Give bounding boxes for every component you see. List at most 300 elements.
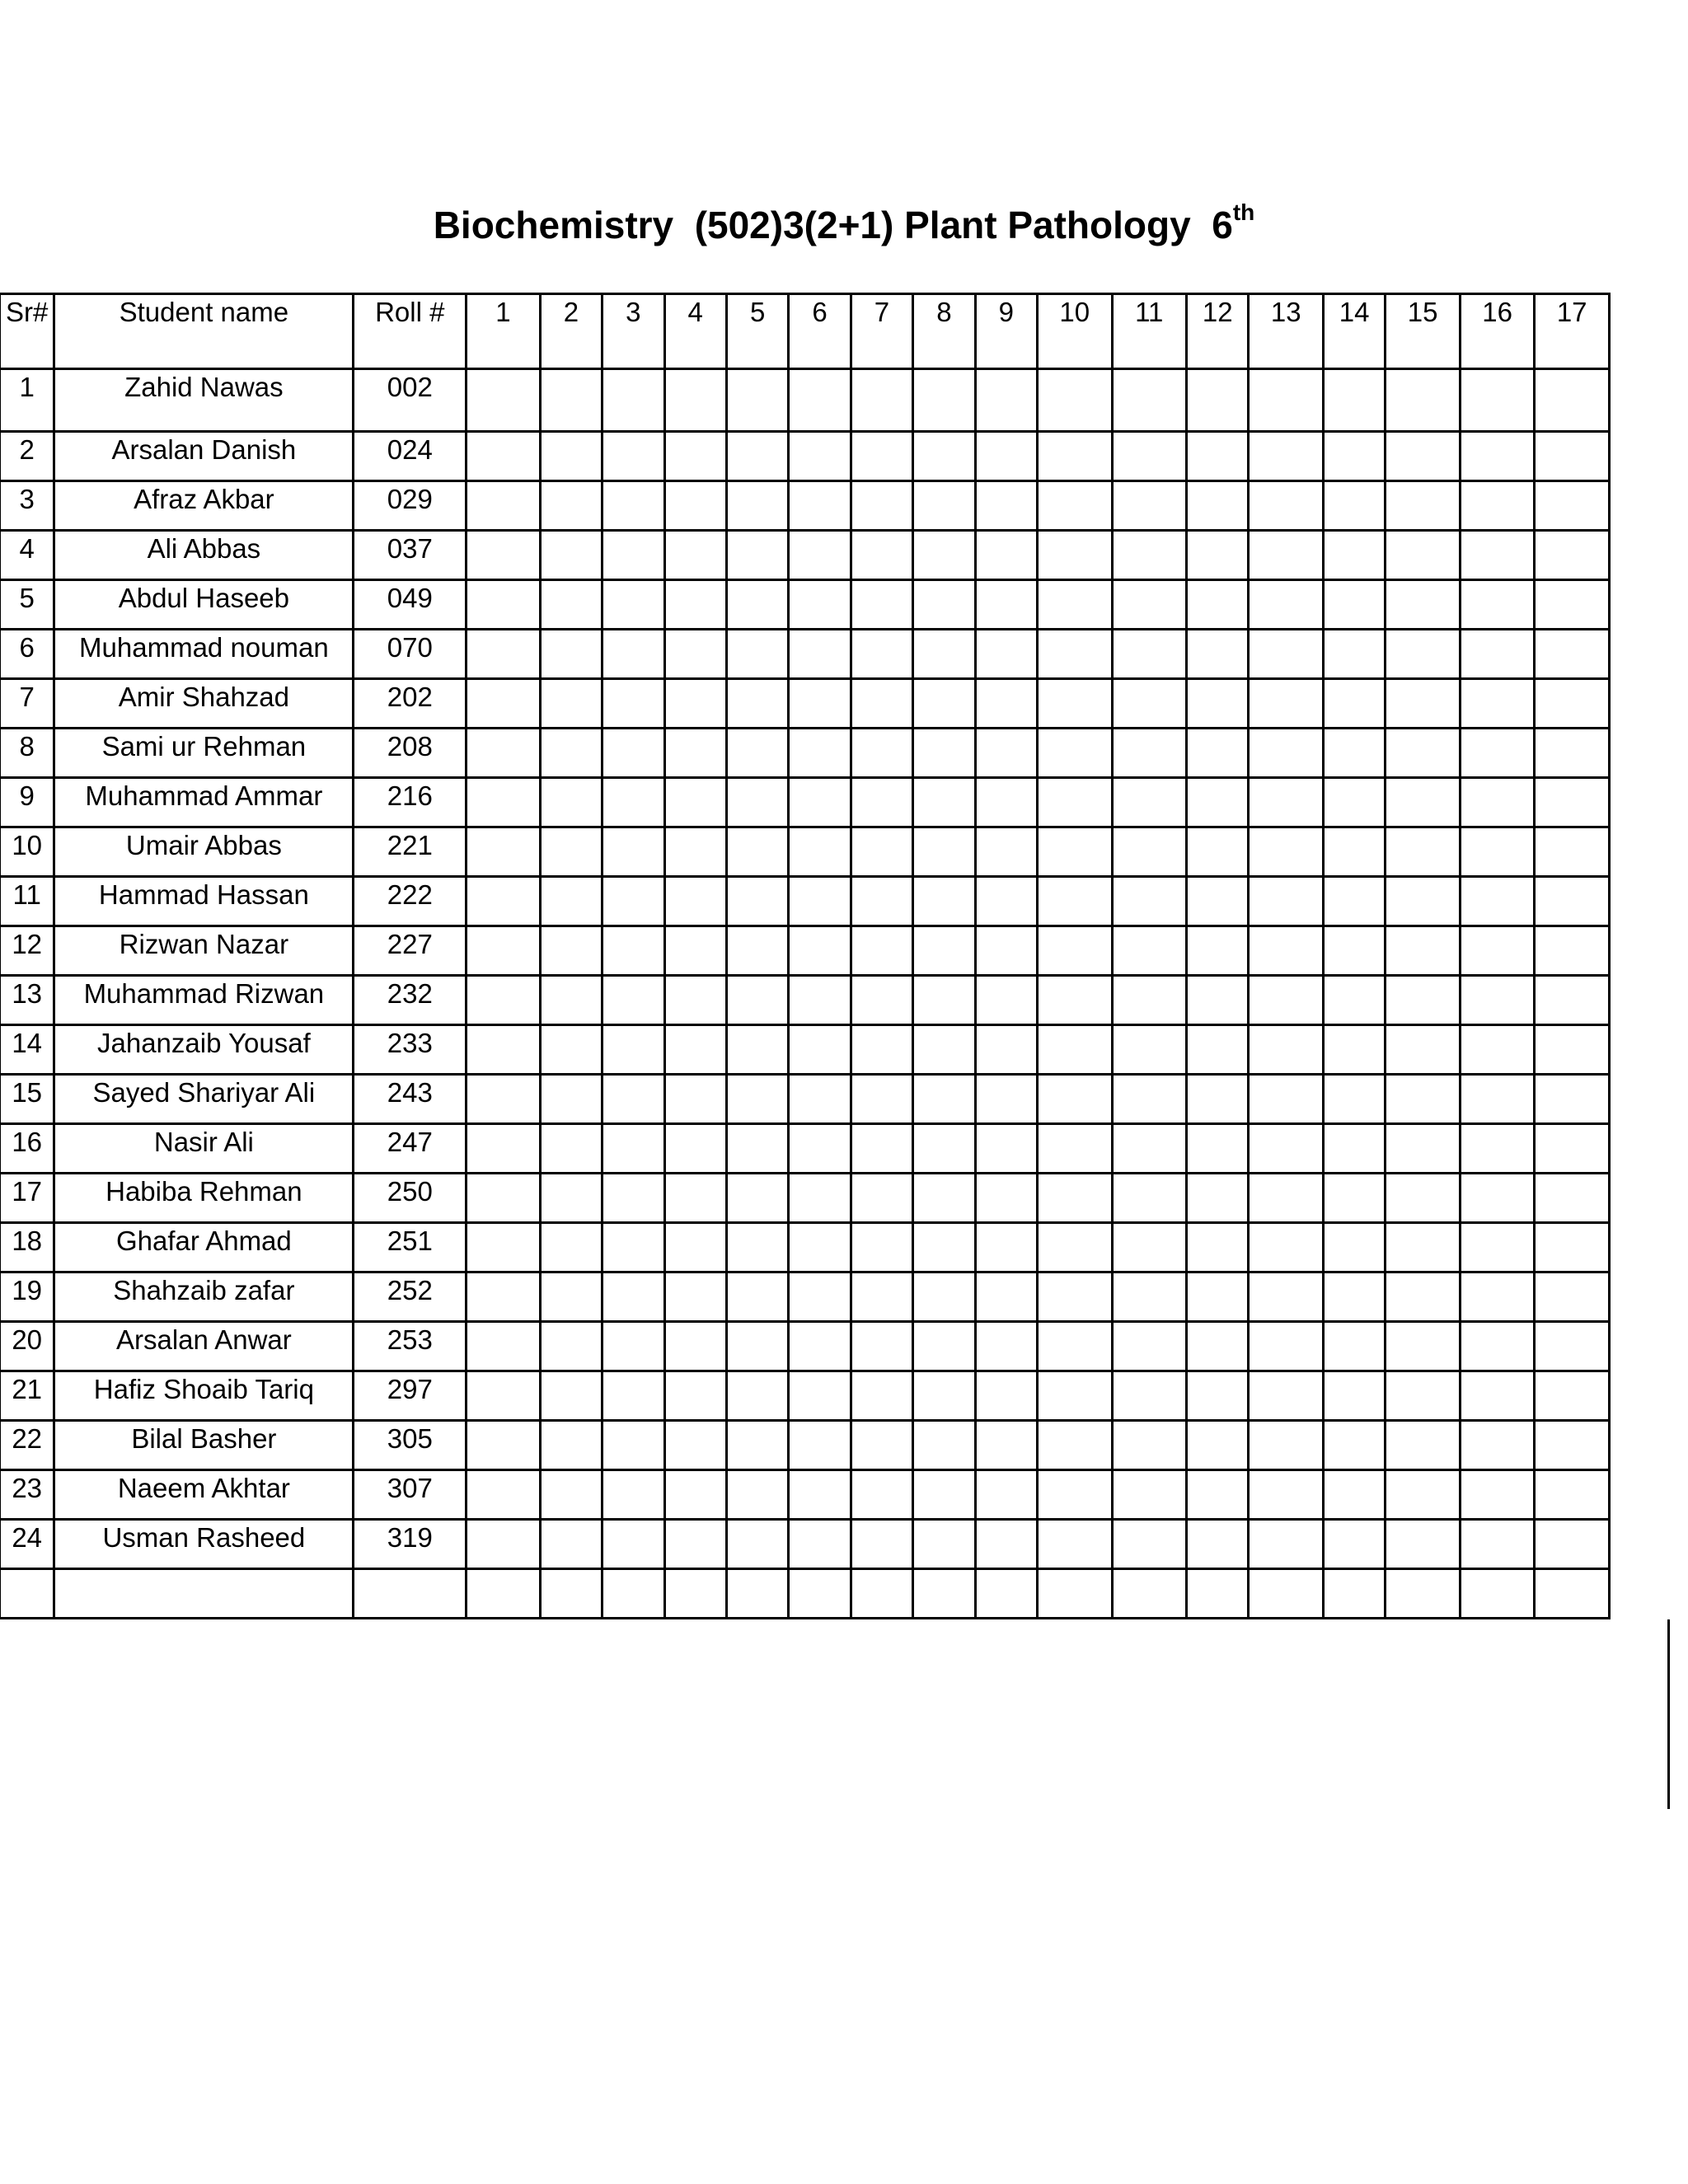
attendance-cell (664, 976, 726, 1025)
attendance-cell (603, 1025, 664, 1075)
attendance-cell (467, 778, 541, 827)
attendance-cell (664, 580, 726, 630)
attendance-cell (975, 432, 1037, 481)
attendance-cell (1460, 580, 1535, 630)
attendance-cell (1112, 1025, 1187, 1075)
row-sr: 22 (0, 1421, 54, 1470)
table-row (0, 1075, 1610, 1124)
attendance-cell (540, 1520, 602, 1569)
attendance-cell (540, 531, 602, 580)
attendance-cell (603, 432, 664, 481)
header-session-9: 9 (975, 294, 1037, 369)
attendance-cell (1535, 1025, 1610, 1075)
attendance-cell (1112, 679, 1187, 729)
attendance-cell (1249, 580, 1324, 630)
attendance-cell (1249, 778, 1324, 827)
attendance-cell (603, 1371, 664, 1421)
attendance-cell (1323, 1174, 1385, 1223)
table-row (0, 976, 1610, 1025)
attendance-cell (975, 729, 1037, 778)
attendance-cell (789, 877, 851, 926)
attendance-cell (1535, 926, 1610, 976)
row-roll: 250 (354, 1174, 467, 1223)
attendance-cell (1249, 1124, 1324, 1174)
attendance-cell (726, 1272, 788, 1322)
attendance-cell (1386, 778, 1461, 827)
table-row (0, 1470, 1610, 1520)
attendance-cell (540, 827, 602, 877)
attendance-cell (1460, 630, 1535, 679)
attendance-cell (1535, 580, 1610, 630)
row-student-name: Naeem Akhtar (54, 1470, 354, 1520)
attendance-cell (540, 432, 602, 481)
row-sr: 10 (0, 827, 54, 877)
attendance-cell (851, 481, 912, 531)
attendance-cell (664, 1322, 726, 1371)
attendance-cell (789, 630, 851, 679)
attendance-cell (913, 1075, 975, 1124)
row-sr: 5 (0, 580, 54, 630)
attendance-cell (467, 926, 541, 976)
header-session-11: 11 (1112, 294, 1187, 369)
table-row (0, 729, 1610, 778)
attendance-cell (789, 1272, 851, 1322)
attendance-cell (1112, 1174, 1187, 1223)
attendance-cell (664, 827, 726, 877)
header-sr: Sr# (0, 294, 54, 369)
attendance-cell (467, 369, 541, 432)
attendance-cell (1187, 531, 1249, 580)
attendance-cell (603, 778, 664, 827)
attendance-cell (1323, 580, 1385, 630)
attendance-cell (1249, 1025, 1324, 1075)
attendance-cell (1187, 1025, 1249, 1075)
row-roll: 251 (354, 1223, 467, 1272)
attendance-cell (1460, 679, 1535, 729)
attendance-cell (467, 1075, 541, 1124)
attendance-cell (1249, 369, 1324, 432)
attendance-cell (603, 1223, 664, 1272)
attendance-cell (975, 976, 1037, 1025)
attendance-cell (726, 1223, 788, 1272)
attendance-cell (540, 778, 602, 827)
attendance-cell (789, 369, 851, 432)
row-roll: 233 (354, 1025, 467, 1075)
attendance-cell (603, 580, 664, 630)
attendance-cell (726, 481, 788, 531)
attendance-cell (789, 1124, 851, 1174)
attendance-cell (851, 1371, 912, 1421)
table-row (0, 1421, 1610, 1470)
row-roll: 247 (354, 1124, 467, 1174)
row-student-name: Bilal Basher (54, 1421, 354, 1470)
attendance-cell (540, 1371, 602, 1421)
attendance-cell (789, 679, 851, 729)
attendance-cell (851, 1470, 912, 1520)
attendance-cell (540, 1470, 602, 1520)
attendance-cell (1535, 1075, 1610, 1124)
attendance-cell (1386, 1470, 1461, 1520)
table-row (0, 432, 1610, 481)
attendance-cell (1038, 1025, 1113, 1075)
attendance-cell (664, 926, 726, 976)
attendance-cell (1112, 1322, 1187, 1371)
attendance-cell (1038, 1124, 1113, 1174)
attendance-cell (1187, 729, 1249, 778)
attendance-cell (1323, 1470, 1385, 1520)
attendance-cell (726, 679, 788, 729)
attendance-cell (726, 1421, 788, 1470)
table-row (0, 827, 1610, 877)
attendance-cell (789, 1421, 851, 1470)
row-sr: 21 (0, 1371, 54, 1421)
row-student-name: Rizwan Nazar (54, 926, 354, 976)
table-row (0, 877, 1610, 926)
attendance-cell (789, 926, 851, 976)
attendance-cell (1187, 778, 1249, 827)
attendance-cell (1112, 531, 1187, 580)
attendance-cell (975, 1124, 1037, 1174)
attendance-cell (1249, 630, 1324, 679)
attendance-cell (975, 481, 1037, 531)
attendance-cell (1038, 1272, 1113, 1322)
attendance-cell (467, 481, 541, 531)
row-roll: 221 (354, 827, 467, 877)
attendance-cell (1323, 432, 1385, 481)
attendance-cell (1386, 1272, 1461, 1322)
row-student-name: Arsalan Anwar (54, 1322, 354, 1371)
title-superscript: th (1232, 199, 1255, 225)
row-sr: 11 (0, 877, 54, 926)
attendance-cell (603, 1174, 664, 1223)
row-student-name: Umair Abbas (54, 827, 354, 877)
attendance-cell (975, 580, 1037, 630)
attendance-cell (975, 827, 1037, 877)
attendance-cell (540, 1025, 602, 1075)
attendance-cell (1112, 1075, 1187, 1124)
attendance-cell (540, 369, 602, 432)
attendance-cell (913, 729, 975, 778)
attendance-cell (1187, 976, 1249, 1025)
attendance-cell (1249, 531, 1324, 580)
header-roll: Roll # (354, 294, 467, 369)
attendance-cell (1386, 481, 1461, 531)
attendance-cell (1460, 1520, 1535, 1569)
attendance-cell (789, 778, 851, 827)
attendance-cell (1187, 1421, 1249, 1470)
table-row (0, 481, 1610, 531)
row-sr: 9 (0, 778, 54, 827)
row-student-name: Zahid Nawas (54, 369, 354, 432)
margin-line (1667, 1619, 1670, 1809)
header-session-16: 16 (1460, 294, 1535, 369)
attendance-cell (789, 1174, 851, 1223)
attendance-cell (975, 1025, 1037, 1075)
row-roll: 070 (354, 630, 467, 679)
attendance-cell (726, 432, 788, 481)
attendance-cell (1323, 531, 1385, 580)
row-sr: 13 (0, 976, 54, 1025)
table-row (0, 778, 1610, 827)
attendance-cell (975, 369, 1037, 432)
attendance-cell (975, 1421, 1037, 1470)
attendance-cell (603, 729, 664, 778)
attendance-cell (1038, 369, 1113, 432)
attendance-cell (1535, 1174, 1610, 1223)
attendance-cell (1386, 827, 1461, 877)
attendance-cell (1038, 531, 1113, 580)
attendance-cell (1249, 976, 1324, 1025)
attendance-cell (1386, 1322, 1461, 1371)
attendance-cell (1323, 1124, 1385, 1174)
attendance-cell (1249, 679, 1324, 729)
attendance-cell (1460, 1124, 1535, 1174)
attendance-cell (726, 1174, 788, 1223)
empty-row (0, 1569, 1610, 1619)
attendance-cell (975, 630, 1037, 679)
attendance-cell (913, 778, 975, 827)
header-session-13: 13 (1249, 294, 1324, 369)
attendance-cell (1112, 481, 1187, 531)
table-row (0, 1223, 1610, 1272)
attendance-cell (540, 1272, 602, 1322)
attendance-cell (726, 369, 788, 432)
header-session-17: 17 (1535, 294, 1610, 369)
row-student-name: Amir Shahzad (54, 679, 354, 729)
attendance-cell (1112, 1470, 1187, 1520)
attendance-cell (467, 1272, 541, 1322)
attendance-cell (1323, 729, 1385, 778)
attendance-cell (603, 369, 664, 432)
row-student-name: Arsalan Danish (54, 432, 354, 481)
empty-cell (913, 1569, 975, 1619)
attendance-cell (726, 580, 788, 630)
attendance-cell (913, 1371, 975, 1421)
attendance-cell (1187, 1124, 1249, 1174)
attendance-cell (1323, 1025, 1385, 1075)
attendance-cell (1323, 827, 1385, 877)
table-header-row (0, 294, 1610, 369)
attendance-cell (540, 1174, 602, 1223)
attendance-cell (913, 1223, 975, 1272)
attendance-cell (913, 679, 975, 729)
row-sr: 20 (0, 1322, 54, 1371)
empty-cell (1038, 1569, 1113, 1619)
attendance-cell (851, 1421, 912, 1470)
attendance-cell (1112, 976, 1187, 1025)
attendance-cell (1460, 1223, 1535, 1272)
attendance-cell (467, 1124, 541, 1174)
table-row (0, 1124, 1610, 1174)
header-session-3: 3 (603, 294, 664, 369)
row-student-name: Abdul Haseeb (54, 580, 354, 630)
header-session-8: 8 (913, 294, 975, 369)
attendance-cell (664, 729, 726, 778)
empty-cell (1249, 1569, 1324, 1619)
attendance-cell (1323, 778, 1385, 827)
attendance-cell (1038, 1421, 1113, 1470)
table-row (0, 531, 1610, 580)
row-student-name: Usman Rasheed (54, 1520, 354, 1569)
row-student-name: Ali Abbas (54, 531, 354, 580)
attendance-cell (913, 531, 975, 580)
header-session-15: 15 (1386, 294, 1461, 369)
attendance-cell (1535, 481, 1610, 531)
empty-cell (1187, 1569, 1249, 1619)
attendance-cell (1187, 1470, 1249, 1520)
empty-cell (1460, 1569, 1535, 1619)
attendance-cell (789, 1223, 851, 1272)
attendance-cell (467, 1421, 541, 1470)
attendance-cell (664, 1174, 726, 1223)
empty-cell (1112, 1569, 1187, 1619)
row-roll: 307 (354, 1470, 467, 1520)
attendance-cell (1112, 630, 1187, 679)
attendance-cell (913, 976, 975, 1025)
empty-cell (1535, 1569, 1610, 1619)
attendance-cell (1187, 630, 1249, 679)
attendance-table (0, 293, 1611, 1619)
attendance-cell (540, 481, 602, 531)
attendance-cell (1535, 778, 1610, 827)
header-session-10: 10 (1038, 294, 1113, 369)
row-student-name: Muhammad Ammar (54, 778, 354, 827)
attendance-cell (1323, 1075, 1385, 1124)
empty-cell (664, 1569, 726, 1619)
attendance-cell (603, 827, 664, 877)
attendance-cell (726, 1124, 788, 1174)
attendance-cell (726, 531, 788, 580)
attendance-cell (1460, 778, 1535, 827)
attendance-cell (975, 1371, 1037, 1421)
header-session-12: 12 (1187, 294, 1249, 369)
attendance-cell (1535, 1322, 1610, 1371)
attendance-cell (1535, 531, 1610, 580)
attendance-cell (540, 1223, 602, 1272)
attendance-cell (1460, 531, 1535, 580)
empty-cell (0, 1569, 54, 1619)
attendance-cell (540, 1075, 602, 1124)
attendance-cell (1386, 1421, 1461, 1470)
attendance-cell (1460, 1174, 1535, 1223)
attendance-cell (540, 976, 602, 1025)
attendance-cell (467, 1322, 541, 1371)
attendance-cell (726, 1520, 788, 1569)
attendance-cell (726, 1371, 788, 1421)
attendance-cell (664, 1025, 726, 1075)
attendance-cell (1187, 1322, 1249, 1371)
attendance-cell (664, 778, 726, 827)
attendance-cell (1323, 1520, 1385, 1569)
row-sr: 6 (0, 630, 54, 679)
attendance-cell (603, 630, 664, 679)
attendance-cell (975, 1075, 1037, 1124)
attendance-cell (540, 1124, 602, 1174)
title-text: Biochemistry (502)3(2+1) Plant Pathology 6 (433, 204, 1233, 246)
empty-cell (467, 1569, 541, 1619)
attendance-cell (975, 1174, 1037, 1223)
attendance-cell (603, 926, 664, 976)
attendance-cell (467, 976, 541, 1025)
row-sr: 12 (0, 926, 54, 976)
attendance-cell (1187, 1520, 1249, 1569)
attendance-cell (1460, 369, 1535, 432)
row-roll: 202 (354, 679, 467, 729)
attendance-cell (851, 1272, 912, 1322)
row-student-name: Ghafar Ahmad (54, 1223, 354, 1272)
attendance-cell (1249, 1421, 1324, 1470)
attendance-cell (1535, 1272, 1610, 1322)
attendance-cell (1460, 1272, 1535, 1322)
row-roll: 222 (354, 877, 467, 926)
attendance-cell (1323, 1272, 1385, 1322)
attendance-cell (467, 827, 541, 877)
empty-cell (975, 1569, 1037, 1619)
row-roll: 029 (354, 481, 467, 531)
attendance-cell (913, 630, 975, 679)
attendance-cell (1187, 1272, 1249, 1322)
attendance-cell (1460, 1025, 1535, 1075)
empty-cell (1323, 1569, 1385, 1619)
attendance-cell (1038, 1470, 1113, 1520)
attendance-cell (851, 778, 912, 827)
attendance-cell (1038, 729, 1113, 778)
attendance-cell (1535, 630, 1610, 679)
table-row (0, 1520, 1610, 1569)
attendance-cell (1187, 580, 1249, 630)
attendance-cell (1460, 432, 1535, 481)
attendance-cell (1249, 729, 1324, 778)
attendance-cell (913, 1322, 975, 1371)
attendance-cell (1460, 877, 1535, 926)
header-student-name: Student name (54, 294, 354, 369)
attendance-cell (1112, 877, 1187, 926)
attendance-cell (1386, 1520, 1461, 1569)
attendance-cell (1112, 1124, 1187, 1174)
attendance-cell (540, 877, 602, 926)
attendance-cell (467, 1371, 541, 1421)
attendance-cell (1249, 1322, 1324, 1371)
table-row (0, 1322, 1610, 1371)
attendance-cell (1038, 827, 1113, 877)
attendance-cell (1386, 580, 1461, 630)
attendance-cell (851, 432, 912, 481)
attendance-cell (1323, 976, 1385, 1025)
attendance-cell (851, 1075, 912, 1124)
attendance-cell (726, 877, 788, 926)
attendance-cell (789, 481, 851, 531)
attendance-cell (975, 1223, 1037, 1272)
empty-cell (851, 1569, 912, 1619)
attendance-cell (1323, 369, 1385, 432)
attendance-cell (913, 877, 975, 926)
attendance-cell (1460, 926, 1535, 976)
attendance-cell (467, 679, 541, 729)
row-sr: 8 (0, 729, 54, 778)
header-session-7: 7 (851, 294, 912, 369)
attendance-cell (1112, 729, 1187, 778)
attendance-cell (1323, 630, 1385, 679)
attendance-cell (913, 926, 975, 976)
header-session-2: 2 (540, 294, 602, 369)
attendance-cell (540, 580, 602, 630)
attendance-cell (664, 1223, 726, 1272)
attendance-cell (1038, 1322, 1113, 1371)
attendance-cell (789, 1025, 851, 1075)
attendance-cell (664, 481, 726, 531)
attendance-cell (467, 580, 541, 630)
attendance-cell (1249, 1371, 1324, 1421)
